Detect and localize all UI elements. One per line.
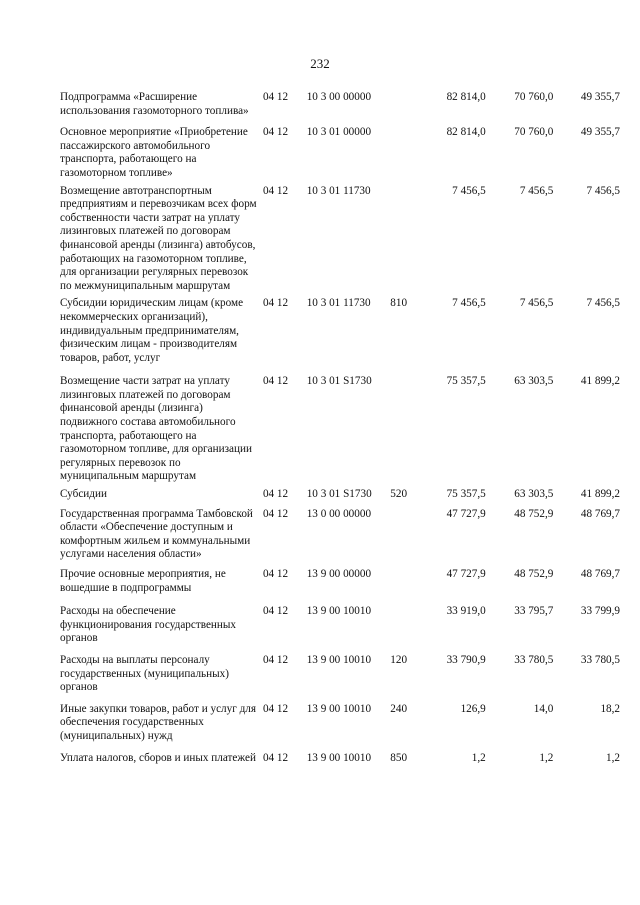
- row-amount-1: 33 919,0: [446, 605, 486, 618]
- row-section-code: 04 12: [262, 605, 289, 618]
- row-amount-1: 33 790,9: [446, 653, 486, 666]
- row-amount-2: 48 752,9: [514, 568, 554, 580]
- row-section-code: 04 12: [262, 91, 289, 103]
- row-amount-2: 33 780,5: [514, 653, 554, 666]
- row-target-article: 10 3 01 00000: [306, 126, 372, 139]
- row-amount-3: 1,2: [606, 751, 621, 764]
- row-expense-type: 810: [390, 297, 408, 310]
- row-amount-1: 7 456,5: [452, 297, 486, 310]
- row-target-article: 13 9 00 10010: [306, 751, 372, 764]
- row-target-article: 10 3 00 00000: [306, 91, 372, 103]
- row-target-article: 10 3 01 S1730: [306, 375, 372, 388]
- row-section-code: 04 12: [262, 488, 289, 501]
- row-amount-2: 48 752,9: [514, 507, 554, 520]
- row-amount-1: 1,2: [471, 751, 486, 764]
- row-amount-3: 49 355,7: [580, 126, 621, 139]
- table-row: [60, 752, 620, 766]
- row-amount-2: 7 456,5: [519, 184, 554, 197]
- row-name: Субсидии: [60, 488, 107, 501]
- table-row: [60, 297, 620, 365]
- table-row: [60, 488, 620, 502]
- table-row: [60, 375, 620, 484]
- row-amount-1: 82 814,0: [446, 126, 486, 139]
- row-name: Расходы на выплаты персоналу государственных (муниципальных) органов: [60, 653, 229, 694]
- row-amount-3: 48 769,7: [580, 568, 621, 580]
- row-name: Уплата налогов, сборов и иных платежей: [60, 751, 256, 764]
- row-name: Возмещение автотранспортным предприятиям и перевозчикам всех форм собственности части затрат на уплату лизинговых платежей по договорам финансовой аренды (лизинга) автобусов, работающих на газомоторном топливе, для организации регулярных перевозок по межмуниципальным маршрутам: [60, 184, 257, 292]
- table-row: [60, 126, 620, 180]
- row-section-code: 04 12: [262, 126, 289, 139]
- row-amount-1: 75 357,5: [446, 488, 486, 501]
- row-section-code: 04 12: [262, 184, 289, 197]
- row-name: Возмещение части затрат на уплату лизинговых платежей по договорам финансовой аренды (лизинга) подвижного состава автомобильного транспорта, работающего на газомоторном топливе, для организации регулярных перевозок по муниципальным маршрутам: [60, 375, 252, 483]
- row-expense-type: 520: [390, 488, 408, 501]
- row-amount-2: 63 303,5: [514, 375, 554, 388]
- row-amount-1: 47 727,9: [446, 568, 486, 580]
- row-target-article: 13 9 00 00000: [306, 568, 372, 580]
- row-amount-2: 63 303,5: [514, 488, 554, 501]
- row-amount-2: 70 760,0: [514, 91, 554, 103]
- row-name: Прочие основные мероприятия, не вошедшие в подпрограммы: [60, 568, 226, 594]
- row-section-code: 04 12: [262, 507, 289, 520]
- row-name: Государственная программа Тамбовской области «Обеспечение доступным и комфортным жильем и коммунальными услугами населения области»: [60, 507, 253, 561]
- row-target-article: 13 9 00 10010: [306, 653, 372, 666]
- row-amount-3: 33 799,9: [580, 605, 621, 618]
- table-row: [60, 605, 620, 646]
- page-number: 232: [310, 56, 330, 71]
- table-row: [60, 508, 620, 562]
- table-row: [60, 654, 620, 695]
- row-amount-3: 7 456,5: [586, 297, 621, 310]
- row-target-article: 10 3 01 S1730: [306, 488, 372, 501]
- row-expense-type: 240: [390, 702, 408, 715]
- row-section-code: 04 12: [262, 702, 289, 715]
- row-expense-type: 850: [390, 751, 408, 764]
- row-target-article: 13 0 00 00000: [306, 507, 372, 520]
- row-amount-2: 7 456,5: [519, 297, 554, 310]
- row-amount-1: 126,9: [460, 702, 486, 715]
- row-name: Подпрограмма «Расширение использования газомоторного топлива»: [60, 91, 249, 117]
- row-amount-1: 7 456,5: [452, 184, 486, 197]
- row-section-code: 04 12: [262, 751, 289, 764]
- row-amount-3: 41 899,2: [580, 488, 621, 501]
- row-section-code: 04 12: [262, 568, 289, 580]
- row-amount-2: 70 760,0: [514, 126, 554, 139]
- row-target-article: 13 9 00 10010: [306, 702, 372, 715]
- row-section-code: 04 12: [262, 297, 289, 310]
- row-name: Иные закупки товаров, работ и услуг для обеспечения государственных (муниципальных) нужд: [60, 702, 257, 742]
- row-amount-3: 18,2: [600, 702, 621, 715]
- table-row: [60, 185, 620, 294]
- row-expense-type: 120: [390, 653, 408, 666]
- table-row: [60, 703, 620, 744]
- row-amount-2: 33 795,7: [514, 605, 554, 618]
- row-amount-1: 75 357,5: [446, 375, 486, 388]
- row-amount-3: 49 355,7: [580, 91, 621, 103]
- row-amount-3: 48 769,7: [580, 507, 621, 520]
- row-section-code: 04 12: [262, 653, 289, 666]
- row-amount-3: 33 780,5: [580, 653, 621, 666]
- row-name: Основное мероприятие «Приобретение пассажирского автомобильного транспорта, работающего на газомоторном топливе»: [60, 126, 248, 179]
- row-amount-3: 41 899,2: [580, 375, 621, 388]
- row-section-code: 04 12: [262, 375, 289, 388]
- row-amount-2: 14,0: [533, 702, 554, 715]
- row-amount-1: 82 814,0: [446, 91, 486, 103]
- row-amount-2: 1,2: [539, 751, 554, 764]
- row-target-article: 13 9 00 10010: [306, 605, 372, 618]
- table-row: [60, 568, 620, 595]
- budget-table: [60, 91, 620, 765]
- row-name: Расходы на обеспечение функционирования государственных органов: [60, 605, 236, 645]
- row-target-article: 10 3 01 11730: [306, 297, 371, 310]
- row-name: Субсидии юридическим лицам (кроме некоммерческих организаций), индивидуальным предпринимателям, физическим лицам - производителям товаров, работ, услуг: [60, 297, 244, 364]
- row-target-article: 10 3 01 11730: [306, 184, 371, 197]
- table-row: [60, 91, 620, 118]
- row-amount-1: 47 727,9: [446, 507, 486, 520]
- row-amount-3: 7 456,5: [586, 184, 621, 197]
